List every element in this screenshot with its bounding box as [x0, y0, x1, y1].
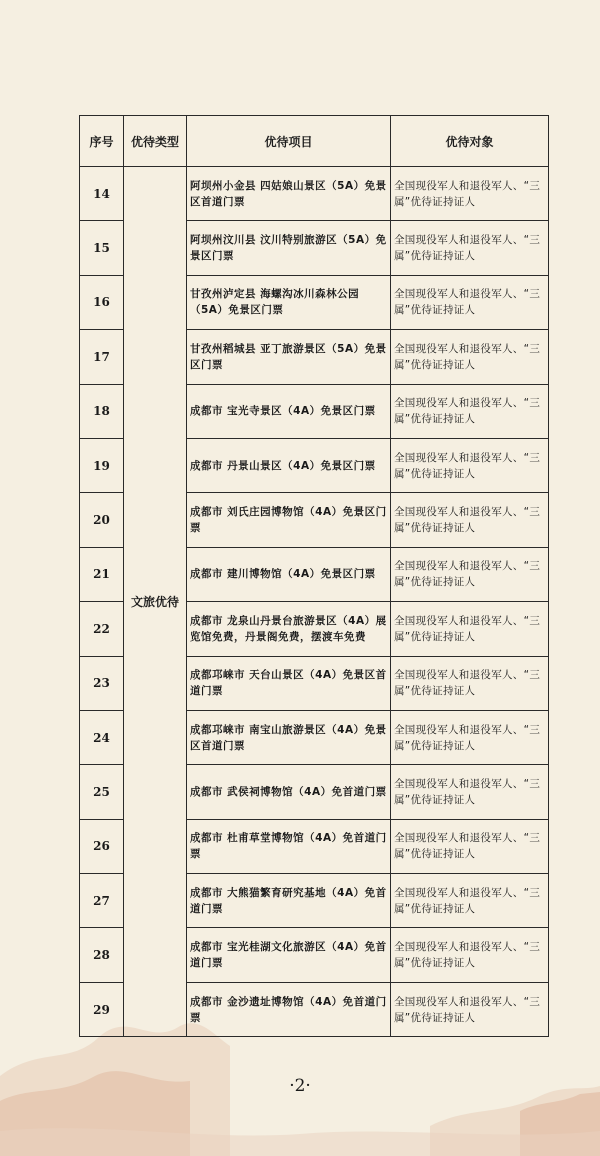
- row-number: 27: [80, 874, 124, 928]
- row-item: 甘孜州稻城县 亚丁旅游景区（5A）免景区门票: [187, 330, 391, 384]
- row-target: 全国现役军人和退役军人、“三属”优待证持证人: [391, 928, 549, 982]
- header-type: 优待类型: [124, 116, 187, 167]
- row-target: 全国现役军人和退役军人、“三属”优待证持证人: [391, 765, 549, 819]
- row-number: 19: [80, 438, 124, 492]
- row-item: 阿坝州小金县 四姑娘山景区（5A）免景区首道门票: [187, 167, 391, 221]
- benefits-table: [79, 115, 549, 1037]
- row-target: 全国现役军人和退役军人、“三属”优待证持证人: [391, 602, 549, 656]
- row-target: 全国现役军人和退役军人、“三属”优待证持证人: [391, 330, 549, 384]
- row-item: 成都市 刘氏庄园博物馆（4A）免景区门票: [187, 493, 391, 547]
- row-target: 全国现役军人和退役军人、“三属”优待证持证人: [391, 221, 549, 275]
- row-target: 全国现役军人和退役军人、“三属”优待证持证人: [391, 547, 549, 601]
- row-item: 成都市 金沙遗址博物馆（4A）免首道门票: [187, 982, 391, 1036]
- row-target: 全国现役军人和退役军人、“三属”优待证持证人: [391, 493, 549, 547]
- row-number: 15: [80, 221, 124, 275]
- category-cell: 文旅优待: [124, 167, 187, 1037]
- row-number: 14: [80, 167, 124, 221]
- row-item: 成都市 丹景山景区（4A）免景区门票: [187, 438, 391, 492]
- row-number: 20: [80, 493, 124, 547]
- row-number: 29: [80, 982, 124, 1036]
- page-number: ·2·: [289, 1076, 311, 1096]
- row-target: 全国现役军人和退役军人、“三属”优待证持证人: [391, 656, 549, 710]
- row-item: 成都邛崃市 天台山景区（4A）免景区首道门票: [187, 656, 391, 710]
- row-target: 全国现役军人和退役军人、“三属”优待证持证人: [391, 275, 549, 329]
- row-target: 全国现役军人和退役军人、“三属”优待证持证人: [391, 438, 549, 492]
- header-number: 序号: [80, 116, 124, 167]
- row-item: 阿坝州汶川县 汶川特别旅游区（5A）免景区门票: [187, 221, 391, 275]
- row-item: 成都市 宝光寺景区（4A）免景区门票: [187, 384, 391, 438]
- row-number: 22: [80, 602, 124, 656]
- table-header-row: [80, 116, 549, 167]
- table-row: [80, 167, 549, 221]
- row-item: 成都市 宝光桂湖文化旅游区（4A）免首道门票: [187, 928, 391, 982]
- row-item: 成都市 龙泉山丹景台旅游景区（4A）展览馆免费，丹景阁免费，摆渡车免费: [187, 602, 391, 656]
- row-item: 甘孜州泸定县 海螺沟冰川森林公园（5A）免景区门票: [187, 275, 391, 329]
- row-item: 成都邛崃市 南宝山旅游景区（4A）免景区首道门票: [187, 710, 391, 764]
- row-target: 全国现役军人和退役军人、“三属”优待证持证人: [391, 710, 549, 764]
- header-target: 优待对象: [391, 116, 549, 167]
- row-item: 成都市 杜甫草堂博物馆（4A）免首道门票: [187, 819, 391, 873]
- row-number: 23: [80, 656, 124, 710]
- row-number: 28: [80, 928, 124, 982]
- header-item: 优待项目: [187, 116, 391, 167]
- row-number: 17: [80, 330, 124, 384]
- row-item: 成都市 武侯祠博物馆（4A）免首道门票: [187, 765, 391, 819]
- row-number: 18: [80, 384, 124, 438]
- row-item: 成都市 建川博物馆（4A）免景区门票: [187, 547, 391, 601]
- row-number: 24: [80, 710, 124, 764]
- row-target: 全国现役军人和退役军人、“三属”优待证持证人: [391, 167, 549, 221]
- row-number: 26: [80, 819, 124, 873]
- row-item: 成都市 大熊猫繁育研究基地（4A）免首道门票: [187, 874, 391, 928]
- row-target: 全国现役军人和退役军人、“三属”优待证持证人: [391, 874, 549, 928]
- row-number: 25: [80, 765, 124, 819]
- row-number: 16: [80, 275, 124, 329]
- row-target: 全国现役军人和退役军人、“三属”优待证持证人: [391, 384, 549, 438]
- row-number: 21: [80, 547, 124, 601]
- row-target: 全国现役军人和退役军人、“三属”优待证持证人: [391, 819, 549, 873]
- row-target: 全国现役军人和退役军人、“三属”优待证持证人: [391, 982, 549, 1036]
